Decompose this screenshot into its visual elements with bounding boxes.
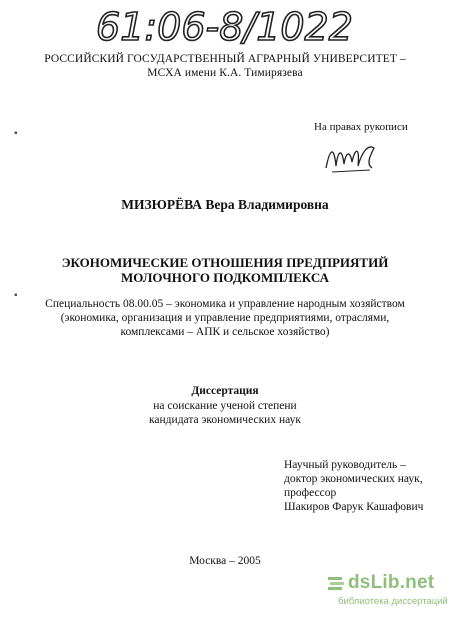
book-stack-icon bbox=[326, 573, 346, 593]
handwritten-archive-number bbox=[92, 4, 392, 48]
author-surname: МИЗЮРЁВА bbox=[121, 197, 203, 212]
university-line-1: РОССИЙСКИЙ ГОСУДАРСТВЕННЫЙ АГРАРНЫЙ УНИВЕРСИТЕТ – bbox=[44, 53, 406, 65]
dissertation-title bbox=[0, 255, 450, 285]
specialty-line-2: (экономика, организация и управление предприятиями, отраслями, bbox=[60, 312, 390, 324]
handwritten-signature bbox=[322, 138, 382, 178]
author-given-names: Вера Владимировна bbox=[205, 197, 329, 212]
svg-text:61:06-8/1022: 61:06-8/1022 bbox=[96, 5, 353, 48]
watermark-brand: dsLib.net bbox=[348, 572, 435, 593]
advisor-line-4: Шакиров Фарук Кашафович bbox=[284, 501, 424, 513]
degree-block bbox=[0, 399, 450, 427]
specialty-line-1: Специальность 08.00.05 – экономика и управление народным хозяйством bbox=[45, 298, 405, 310]
advisor-block bbox=[284, 458, 423, 514]
degree-line-1: на соискание ученой степени bbox=[153, 400, 297, 412]
handwritten-number-drawing bbox=[92, 4, 392, 48]
dissertation-heading: Диссертация bbox=[191, 385, 259, 397]
dslib-watermark bbox=[338, 572, 448, 612]
advisor-line-2: доктор экономических наук, bbox=[284, 473, 423, 485]
margin-mark: ▪ bbox=[14, 128, 18, 139]
margin-mark: ▪ bbox=[14, 290, 18, 301]
specialty-line-3: комплексами – АПК и сельское хозяйство) bbox=[120, 326, 330, 338]
watermark-tagline: библиотека диссертаций bbox=[338, 596, 448, 607]
university-header bbox=[0, 52, 450, 80]
city-year: Москва – 2005 bbox=[189, 555, 261, 567]
university-line-2: МСХА имени К.А. Тимирязева bbox=[147, 67, 303, 79]
advisor-line-3: профессор bbox=[284, 487, 337, 499]
author-name bbox=[0, 197, 450, 213]
signature-drawing bbox=[322, 138, 382, 178]
advisor-line-1: Научный руководитель – bbox=[284, 459, 406, 471]
title-line-1: ЭКОНОМИЧЕСКИЕ ОТНОШЕНИЯ ПРЕДПРИЯТИЙ bbox=[61, 255, 389, 270]
rights-notice: На правах рукописи bbox=[314, 121, 408, 133]
specialty-block bbox=[0, 297, 450, 339]
degree-line-2: кандидата экономических наук bbox=[149, 414, 301, 426]
title-line-2: МОЛОЧНОГО ПОДКОМПЛЕКСА bbox=[121, 270, 329, 285]
